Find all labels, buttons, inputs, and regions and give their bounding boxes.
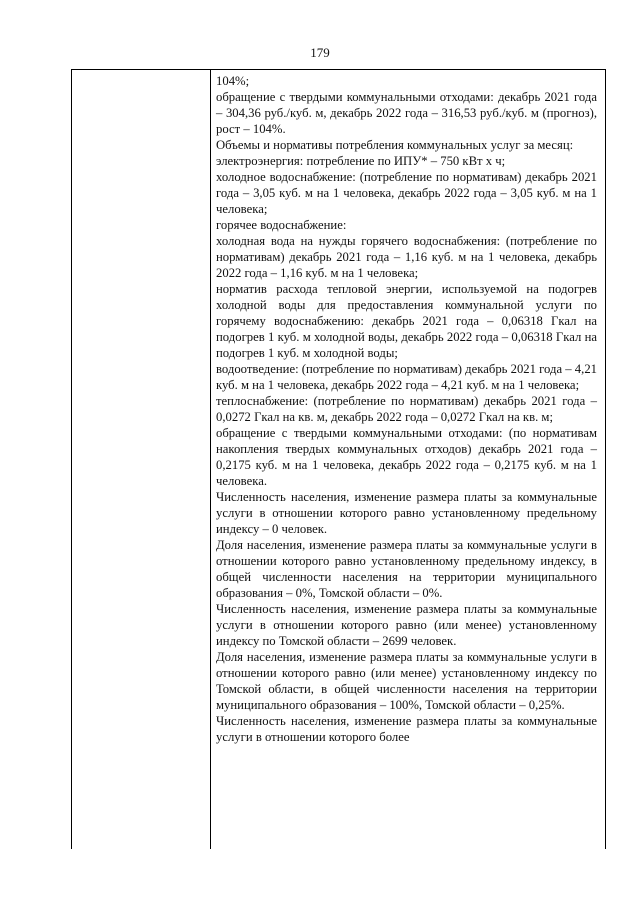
paragraph: Объемы и нормативы потребления коммунальных услуг за месяц: [216,138,574,152]
paragraph: 104%; [216,74,250,88]
paragraph: электроэнергия: потребление по ИПУ* – 750 кВт х ч; [216,154,506,168]
paragraph: холодное водоснабжение: (потребление по нормативам) декабрь 2021 года – 3,05 куб. м на 1 человека, декабрь 2022 года – 3,05 куб. м на 1 человека; [216,170,597,216]
paragraph: обращение с твердыми коммунальными отходами: декабрь 2021 года – 304,36 руб./куб. м, декабрь 2022 года – 316,53 руб./куб. м (прогноз), рост – 104%. [216,90,597,136]
paragraph: теплоснабжение: (потребление по нормативам) декабрь 2021 года – 0,0272 Гкал на кв. м, декабрь 2022 года – 0,0272 Гкал на кв. м; [216,394,597,424]
paragraph: Численность населения, изменение размера платы за коммунальные услуги в отношении которого равно (или менее) установленному индексу по Томской области – 2699 человек. [216,602,597,648]
table-right-column [211,70,605,849]
paragraph: Численность населения, изменение размера платы за коммунальные услуги в отношении которого равно установленному предельному индексу – 0 человек. [216,490,597,536]
page-number: 179 [310,45,330,60]
table-left-column [72,70,211,849]
paragraph: Доля населения, изменение размера платы за коммунальные услуги в отношении которого равно (или менее) установленному индексу по Томской области, в общей численности населения на территории муниципального образования – 100%, Томской области – 0,25%. [216,650,597,712]
paragraph: Численность населения, изменение размера платы за коммунальные услуги в отношении которого более [216,714,597,744]
paragraph: обращение с твердыми коммунальными отходами: (по нормативам накопления твердых коммунальных отходов) декабрь 2021 года – 0,2175 куб. м на 1 человека, декабрь 2022 года – 0,2175 куб. м на 1 человека. [216,426,597,488]
paragraph: горячее водоснабжение: [216,218,347,232]
paragraph: водоотведение: (потребление по нормативам) декабрь 2021 года – 4,21 куб. м на 1 человека, декабрь 2022 года – 4,21 куб. м на 1 человека; [216,362,598,392]
paragraph: норматив расхода тепловой энергии, используемой на подогрев холодной воды для предоставления коммунальной услуги по горячему водоснабжению: декабрь 2021 года – 0,06318 Гкал на подогрев 1 куб. м холодной воды, декабрь 2022 года – 0,06318 Гкал на подогрев 1 куб. м холодной воды; [216,282,597,360]
paragraph: холодная вода на нужды горячего водоснабжения: (потребление по нормативам) декабрь 2021 года – 1,16 куб. м на 1 человека, декабрь 2022 года – 1,16 куб. м на 1 человека; [216,234,597,280]
document-table [71,69,606,849]
paragraph: Доля населения, изменение размера платы за коммунальные услуги в отношении которого равно установленному предельному индексу, в общей численности населения на территории муниципального образования – 0%, Томской области – 0%. [216,538,597,600]
